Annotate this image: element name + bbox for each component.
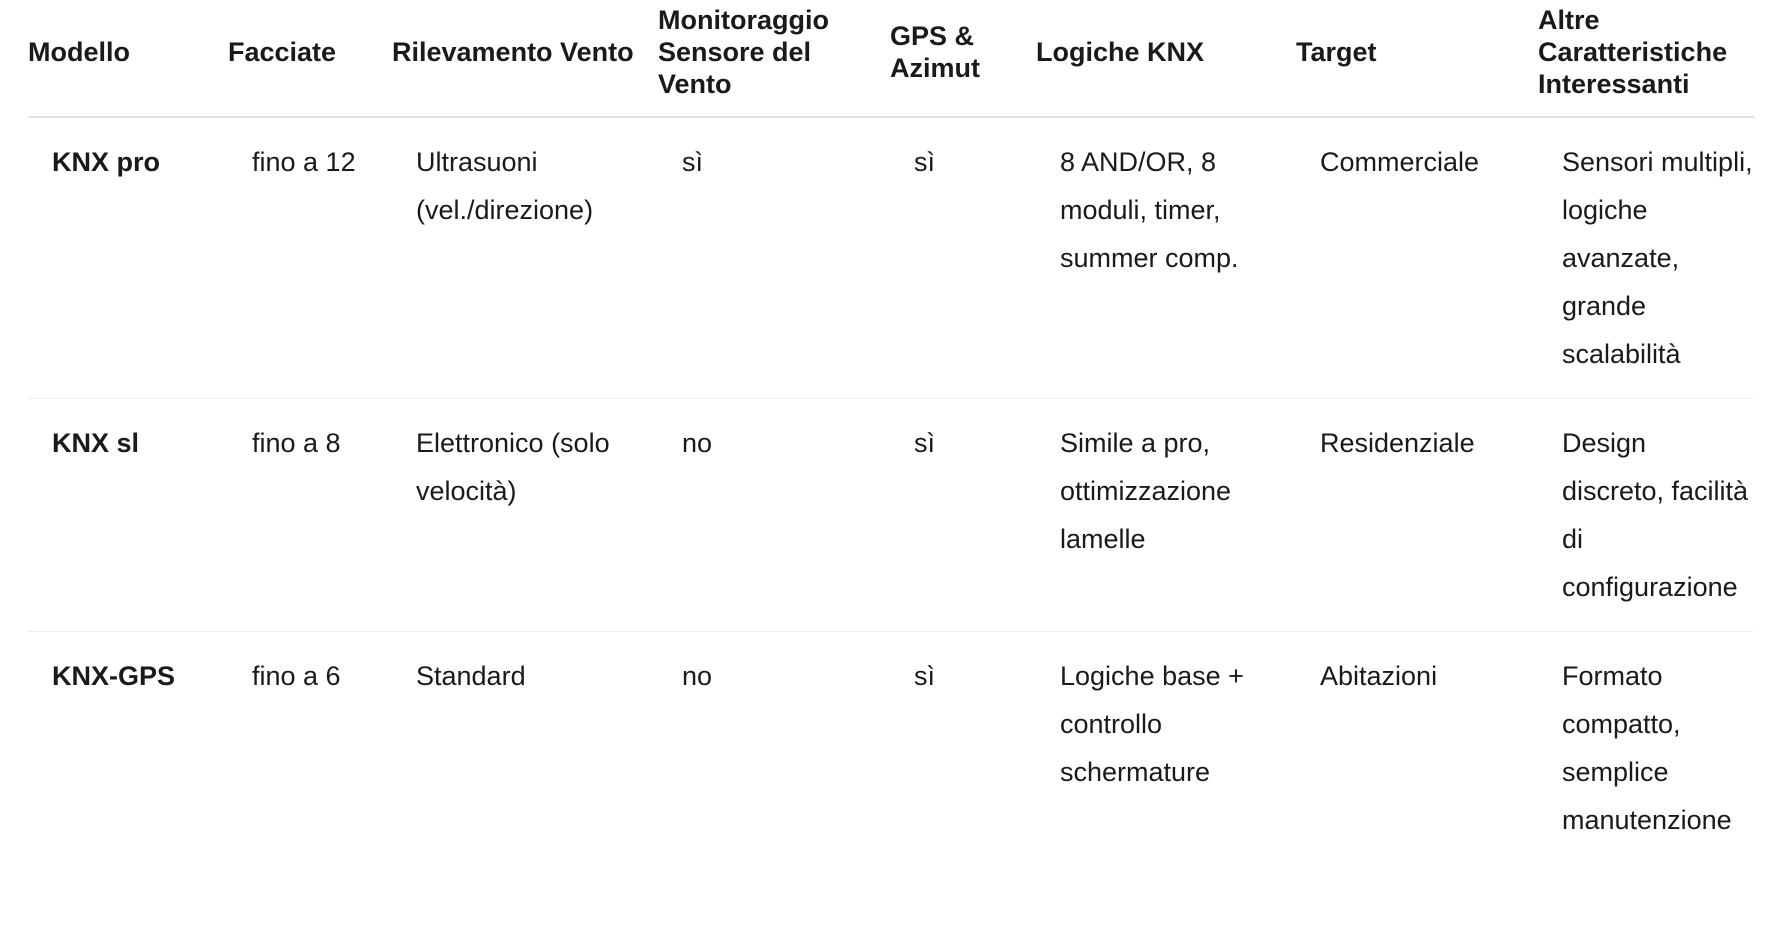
table-row: [28, 399, 1754, 632]
table-header: [28, 0, 1754, 117]
cell-gps-azimuth: sì: [890, 117, 1036, 399]
table-row: [28, 117, 1754, 399]
comparison-table-container: [28, 0, 1754, 864]
comparison-table: [28, 0, 1754, 864]
cell-wind-detection: Ultrasuoni (vel./direzione): [392, 117, 658, 399]
header-other-features: Altre Caratteristiche Interessanti: [1538, 0, 1754, 117]
cell-other-features: Sensori multipli, logiche avanzate, grande scalabilità: [1538, 117, 1754, 399]
cell-target: Commerciale: [1296, 117, 1538, 399]
cell-other-features: Formato compatto, semplice manutenzione: [1562, 661, 1732, 835]
header-target: Target: [1296, 0, 1538, 117]
header-knx-logic: Logiche KNX: [1036, 0, 1296, 117]
header-model: Modello: [28, 0, 228, 117]
cell-knx-logic: 8 AND/OR, 8 moduli, timer, summer comp.: [1036, 117, 1296, 399]
header-gps-azimuth: GPS & Azimut: [890, 0, 1036, 117]
cell-knx-logic: Logiche base + controllo schermature: [1060, 661, 1244, 787]
cell-wind-detection: Standard: [416, 661, 526, 691]
cell-other-features: Design discreto, facilità di configurazione: [1538, 399, 1754, 632]
header-facades: Facciate: [228, 0, 392, 117]
cell-wind-detection: Elettronico (solo velocità): [392, 399, 658, 632]
table-row: [28, 632, 1754, 865]
cell-model: KNX sl: [28, 399, 228, 632]
cell-wind-sensor-monitoring: no: [682, 661, 713, 691]
cell-facades: fino a 12: [228, 117, 392, 399]
cell-target: Residenziale: [1296, 399, 1538, 632]
cell-gps-azimuth: sì: [914, 661, 936, 691]
cell-wind-sensor-monitoring: sì: [658, 117, 890, 399]
header-row: [28, 0, 1754, 117]
cell-model: KNX pro: [28, 117, 228, 399]
cell-facades: fino a 6: [252, 661, 341, 691]
header-wind-sensor-monitoring: Monitoraggio Sensore del Vento: [658, 0, 890, 117]
cell-knx-logic: Simile a pro, ottimizzazione lamelle: [1036, 399, 1296, 632]
cell-gps-azimuth: sì: [890, 399, 1036, 632]
cell-facades: fino a 8: [228, 399, 392, 632]
header-wind-detection: Rilevamento Vento: [392, 0, 658, 117]
table-body: [28, 117, 1754, 864]
cell-model: KNX-GPS: [52, 661, 176, 691]
cell-wind-sensor-monitoring: no: [658, 399, 890, 632]
cell-target: Abitazioni: [1320, 661, 1438, 691]
